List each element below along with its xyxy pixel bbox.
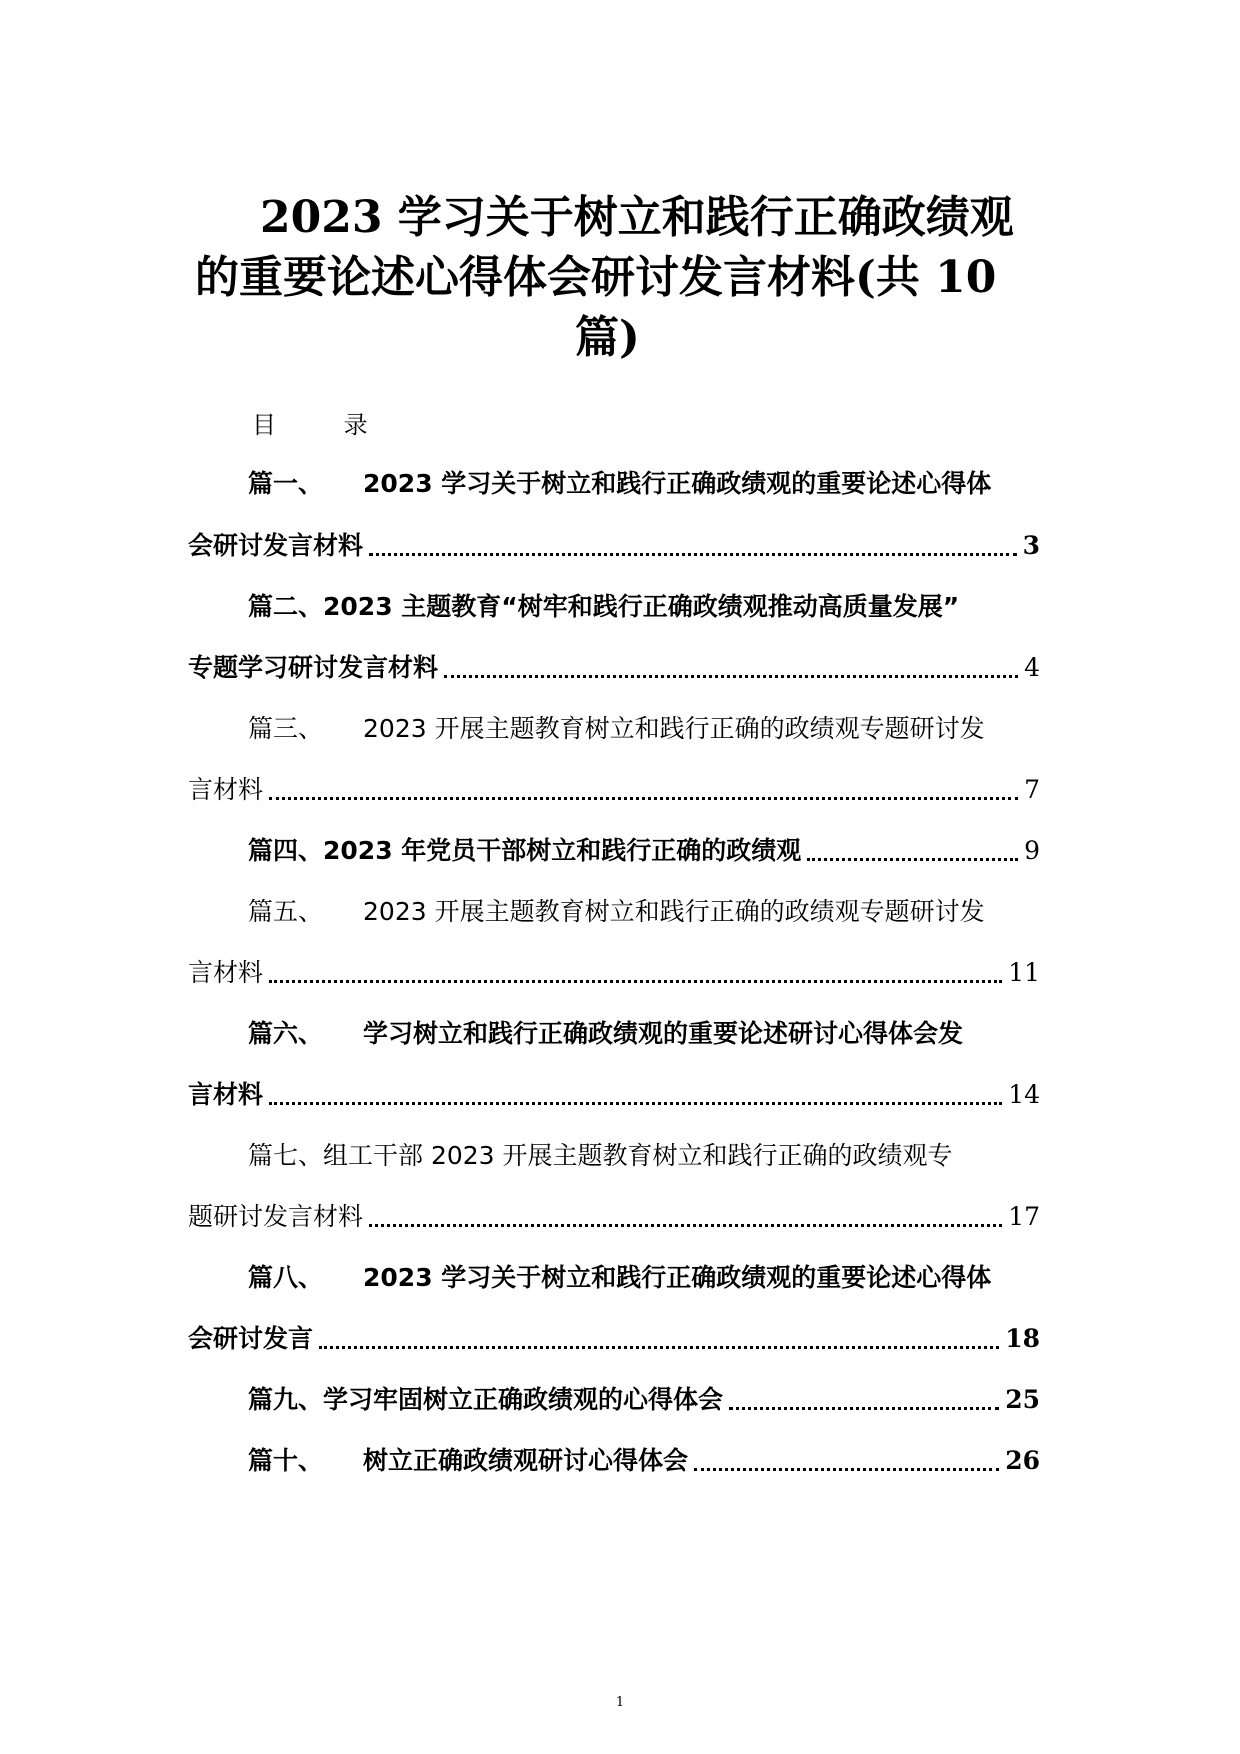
toc-entry-8-cont[interactable]: 会研讨发言 18: [188, 1315, 1040, 1359]
toc-entry-10[interactable]: 篇十、 树立正确政绩观研讨心得体会 26: [188, 1437, 1040, 1481]
toc-entry-6[interactable]: 篇六、 学习树立和践行正确政绩观的重要论述研讨心得体会发: [188, 1010, 1040, 1054]
toc-entry-title: 2023 开展主题教育树立和践行正确的政绩观专题研讨发: [363, 897, 985, 926]
leader-dots: [369, 1224, 1002, 1227]
toc-page-number: 3: [1022, 531, 1040, 560]
leader-dots: [369, 553, 1017, 556]
toc-page-number: 25: [1005, 1385, 1040, 1414]
toc-entry-2-cont[interactable]: 专题学习研讨发言材料 4: [188, 644, 1040, 688]
toc-entry-3-cont[interactable]: 言材料 7: [188, 766, 1040, 810]
toc-heading: 目 录: [252, 411, 398, 439]
toc-entry-7[interactable]: 篇七、 组工干部 2023 开展主题教育树立和践行正确的政绩观专: [188, 1132, 1040, 1176]
toc-page-number: 18: [1005, 1324, 1040, 1353]
leader-dots: [269, 1102, 1002, 1105]
toc-entry-title: 树立正确政绩观研讨心得体会: [363, 1446, 689, 1475]
toc-entry-5-cont[interactable]: 言材料 11: [188, 949, 1040, 993]
leader-dots: [694, 1468, 999, 1471]
toc-entry-2[interactable]: 篇二、 2023 主题教育“树牢和践行正确政绩观推动高质量发展”: [188, 583, 1040, 627]
toc-entry-5[interactable]: 篇五、 2023 开展主题教育树立和践行正确的政绩观专题研讨发: [188, 888, 1040, 932]
toc-entry-6-cont[interactable]: 言材料 14: [188, 1071, 1040, 1115]
leader-dots: [269, 980, 1002, 983]
title-line-2: 的重要论述心得体会研讨发言材料(共 10: [195, 252, 997, 303]
toc-entry-title: 组工干部 2023 开展主题教育树立和践行正确的政绩观专: [323, 1141, 953, 1170]
toc-entry-title: 学习牢固树立正确政绩观的心得体会: [323, 1385, 724, 1414]
document-title: [195, 188, 1075, 368]
toc-page-number: 4: [1024, 653, 1040, 682]
leader-dots: [444, 675, 1018, 678]
toc-entry-title: 2023 年党员干部树立和践行正确的政绩观: [323, 836, 802, 865]
toc-entry-1-cont[interactable]: 会研讨发言材料 3: [188, 522, 1040, 566]
toc-entry-8[interactable]: 篇八、 2023 学习关于树立和践行正确政绩观的重要论述心得体: [188, 1254, 1040, 1298]
toc-page-number: 26: [1005, 1446, 1040, 1475]
title-line-3: 篇): [575, 312, 640, 363]
toc-page-number: 17: [1008, 1202, 1040, 1231]
page-number: 1: [615, 1695, 625, 1710]
leader-dots: [729, 1407, 999, 1410]
toc-entry-title: 2023 学习关于树立和践行正确政绩观的重要论述心得体: [363, 469, 992, 498]
toc-page-number: 11: [1008, 958, 1040, 987]
toc-page-number: 7: [1024, 775, 1040, 804]
toc-page-number: 9: [1024, 836, 1040, 865]
toc-entry-3[interactable]: 篇三、 2023 开展主题教育树立和践行正确的政绩观专题研讨发: [188, 705, 1040, 749]
toc-entry-title: 学习树立和践行正确政绩观的重要论述研讨心得体会发: [363, 1019, 964, 1048]
leader-dots: [807, 858, 1018, 861]
leader-dots: [319, 1346, 999, 1349]
toc-entry-title: 2023 主题教育“树牢和践行正确政绩观推动高质量发展”: [323, 592, 960, 621]
leader-dots: [269, 797, 1018, 800]
toc-entry-9[interactable]: 篇九、 学习牢固树立正确政绩观的心得体会 25: [188, 1376, 1040, 1420]
toc-entry-title: 2023 开展主题教育树立和践行正确的政绩观专题研讨发: [363, 714, 985, 743]
toc-entry-4[interactable]: 篇四、 2023 年党员干部树立和践行正确的政绩观 9: [188, 827, 1040, 871]
toc-page-number: 14: [1008, 1080, 1040, 1109]
toc-entry-7-cont[interactable]: 题研讨发言材料 17: [188, 1193, 1040, 1237]
title-line-1: 2023 学习关于树立和践行正确政绩观: [260, 192, 1014, 243]
toc-entry-1[interactable]: 篇一、 2023 学习关于树立和践行正确政绩观的重要论述心得体: [188, 460, 1040, 504]
toc-entry-title: 2023 学习关于树立和践行正确政绩观的重要论述心得体: [363, 1263, 992, 1292]
